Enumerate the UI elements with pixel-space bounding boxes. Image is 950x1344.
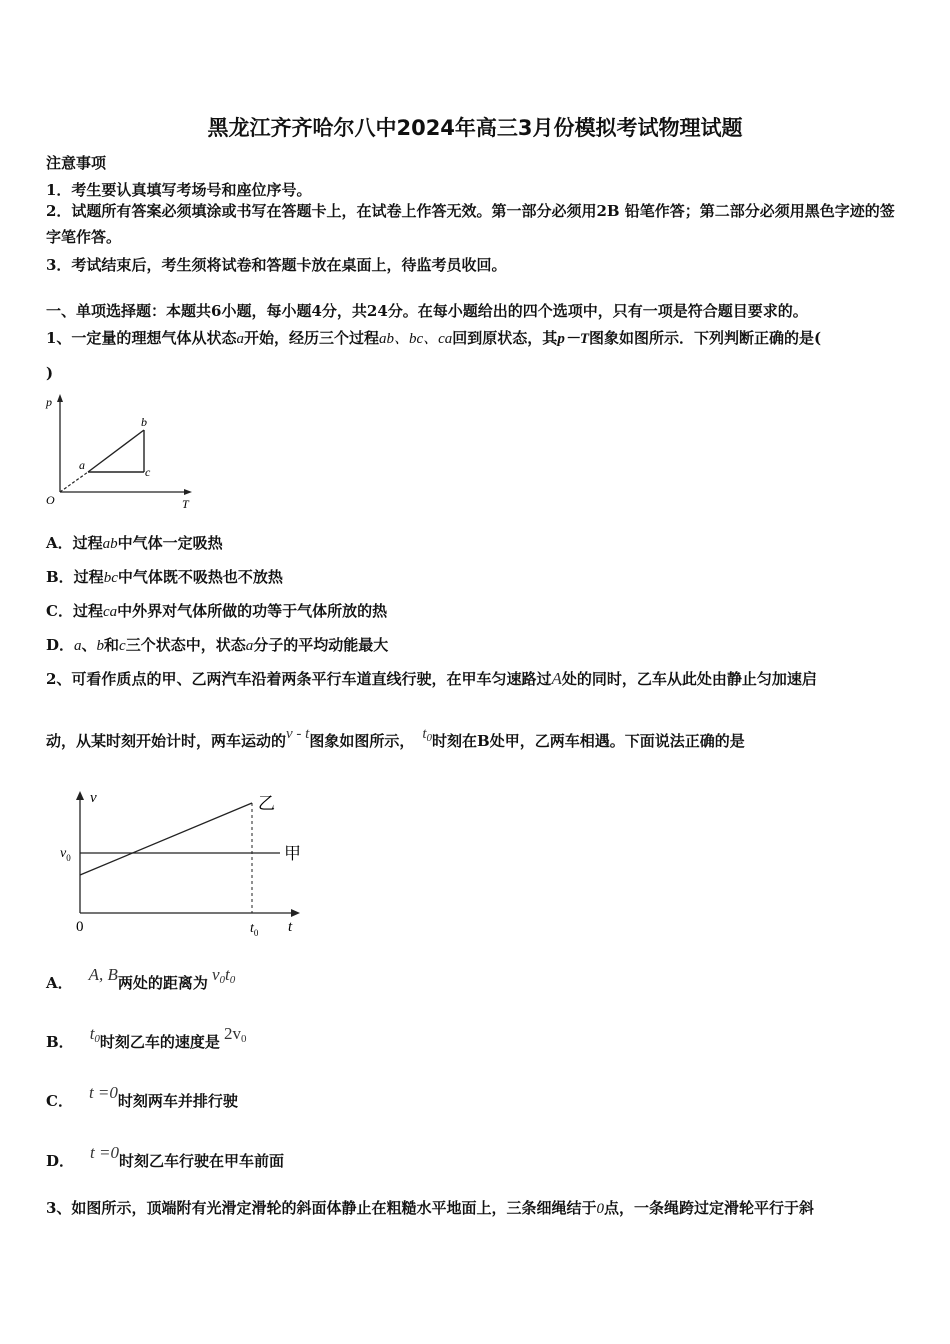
- q2-label-v: v: [90, 790, 97, 806]
- q2-option-d-text: 时刻乙车行驶在甲车前面: [118, 1152, 284, 1170]
- q2-option-a-math-t: t: [224, 965, 230, 984]
- q1-option-d-sep1: 、: [81, 636, 97, 654]
- q1-label-o: O: [46, 493, 55, 507]
- q1-option-c-label: C．过程: [46, 602, 103, 620]
- q1-option-a-label: A．过程: [46, 534, 103, 552]
- q1-stem-text-2: 开始，经历三个过程: [243, 329, 379, 347]
- q1-option-d-var-c: c: [119, 638, 126, 654]
- q1-option-d-var-a: a: [74, 638, 82, 654]
- q2-label-t0: [250, 921, 259, 938]
- q1-option-d-text: 分子的平均动能最大: [253, 636, 389, 654]
- q2-label-t0-sub: 0: [253, 928, 259, 938]
- q2-option-a-label: A．: [46, 974, 73, 992]
- q2-label-v0-main: v: [60, 846, 67, 861]
- q2-option-d[interactable]: [46, 1143, 284, 1171]
- q1-pt-graph: [40, 390, 200, 515]
- q1-option-b[interactable]: [46, 566, 283, 587]
- notice-item-1: 1．考生要认真填写考场号和座位序号。: [46, 181, 312, 199]
- q2-var-t0-sub: 0: [426, 732, 433, 744]
- q2-label-v0: [60, 846, 71, 863]
- q2-option-b-math: t: [89, 1024, 95, 1043]
- q2-option-c-label: C．: [46, 1092, 73, 1110]
- q2-option-a-sub-2: 0: [229, 974, 236, 986]
- q2-label-yi: 乙: [258, 794, 275, 813]
- q1-option-d-mid: 三个状态中，状态: [125, 636, 246, 654]
- q1-stem-text-3: 回到原状态，其: [452, 329, 558, 347]
- q2-option-b[interactable]: [46, 1024, 247, 1053]
- q2-option-a-text: 两处的距离为: [117, 974, 208, 992]
- q1-label-t: T: [182, 497, 189, 511]
- q2-option-c-text: 时刻两车并排行驶: [117, 1092, 238, 1110]
- q1-label-b: b: [141, 415, 147, 429]
- q2-option-a-sub-1: 0: [219, 974, 225, 986]
- q2-option-a-math-v: v: [211, 965, 220, 984]
- q2-label-origin: 0: [76, 919, 84, 935]
- q1-line-ab: [88, 430, 144, 472]
- q1-option-c-text: 中外界对气体所做的功等于气体所放的热: [117, 602, 388, 620]
- q1-stem: [46, 327, 821, 348]
- q1-option-d-label: D．: [46, 636, 75, 654]
- q2-stem-text-3: 动，从某时刻开始计时，两车运动的: [46, 732, 287, 750]
- q2-var-t0: t: [422, 726, 427, 742]
- q1-stem-text-1: 1、一定量的理想气体从状态: [46, 329, 237, 347]
- q1-option-a-text: 中气体一定吸热: [117, 534, 223, 552]
- q2-option-b-text: 时刻乙车的速度是: [99, 1033, 220, 1051]
- q2-stem-text-5: 时刻在B处甲，乙两车相遇。下面说法正确的是: [432, 732, 745, 750]
- q1-option-a-var: ab: [102, 536, 118, 552]
- q2-label-t0-main: t: [250, 921, 254, 936]
- q2-stem-text-1: 2、可看作质点的甲、乙两汽车沿着两条平行车道直线行驶，在甲车匀速路过: [46, 670, 552, 688]
- q2-label-t: t: [288, 919, 293, 935]
- q2-stem-line-1: [46, 668, 817, 689]
- q2-option-d-label: D．: [46, 1152, 75, 1170]
- q1-var-pt: p－T: [557, 331, 589, 347]
- q1-label-p: p: [46, 395, 52, 409]
- q1-option-b-label: B．过程: [46, 568, 104, 586]
- q1-option-d-var-a2: a: [245, 638, 254, 654]
- q3-stem-text-2: 点，一条绳跨过定滑轮平行于斜: [603, 1199, 814, 1217]
- notice-heading: 注意事项: [46, 154, 107, 172]
- q3-var-o: 0: [596, 1201, 604, 1217]
- q3-stem-text-1: 3、如图所示，顶端附有光滑定滑轮的斜面体静止在粗糙水平地面上，三条细绳结于: [46, 1199, 597, 1217]
- q2-option-b-math-2v: 2v: [223, 1024, 241, 1043]
- q3-stem: [46, 1197, 814, 1218]
- page-title: 黑龙江齐齐哈尔八中2024年高三3月份模拟考试物理试题: [207, 116, 743, 140]
- q2-var-a: A: [551, 669, 562, 688]
- q2-stem-line-2: [46, 726, 745, 752]
- q2-option-c[interactable]: [46, 1083, 238, 1111]
- q2-option-b-sub-1: 0: [94, 1033, 100, 1045]
- section-heading: 一、单项选择题：本题共6小题，每小题4分，共24分。在每小题给出的四个选项中，只有一项是符合题目要求的。: [46, 302, 808, 320]
- q1-y-arrow: [57, 394, 63, 402]
- q1-option-d[interactable]: [46, 634, 388, 655]
- q1-option-d-var-b: b: [96, 638, 105, 654]
- q2-stem-text-2: 处的同时，乙车从此处由静止匀加速启: [561, 670, 817, 688]
- q2-option-d-math: t =0: [90, 1143, 119, 1162]
- q2-option-a[interactable]: [46, 965, 236, 994]
- q2-option-b-label: B．: [46, 1033, 74, 1051]
- q1-label-c: c: [145, 465, 151, 479]
- q1-label-a: a: [79, 458, 85, 472]
- q1-dashed-extension: [60, 472, 88, 492]
- q2-option-c-math: t =0: [88, 1083, 118, 1102]
- q2-stem-text-4: 图象如图所示，: [309, 732, 415, 750]
- q1-option-d-sep2: 和: [104, 636, 120, 654]
- notice-item-2: 2．试题所有答案必须填涂或书写在答题卡上，在试卷上作答无效。第一部分必须用2B 铅笔作答；第二部分必须用黑色字迹的签字笔作答。: [46, 202, 895, 246]
- q2-x-arrow: [291, 909, 300, 917]
- q1-option-b-var: bc: [103, 570, 118, 586]
- q2-line-yi: [80, 803, 252, 875]
- notice-item-3: 3．考试结束后，考生须将试卷和答题卡放在桌面上，待监考员收回。: [46, 256, 507, 274]
- q2-y-arrow: [76, 791, 84, 800]
- q1-option-b-text: 中气体既不吸热也不放热: [117, 568, 283, 586]
- q2-label-jia: 甲: [284, 844, 301, 863]
- q1-option-c[interactable]: [46, 600, 387, 621]
- q2-vt-graph: [50, 785, 310, 940]
- q2-var-vt: v - t: [286, 726, 310, 742]
- q2-option-b-sub-2: 0: [240, 1033, 247, 1045]
- q2-option-a-math: A, B: [88, 965, 118, 984]
- q1-var-a: a: [236, 331, 244, 347]
- q2-label-v0-sub: 0: [66, 853, 71, 863]
- q1-vars-processes: ab、bc、ca: [378, 331, 453, 347]
- q1-stem-text-4: 图象如图所示．下列判断正确的是(: [588, 329, 822, 347]
- q1-option-a[interactable]: [46, 532, 223, 553]
- q1-x-arrow: [184, 489, 192, 495]
- q1-stem-end: ): [46, 364, 54, 382]
- q1-option-c-var: ca: [102, 604, 118, 620]
